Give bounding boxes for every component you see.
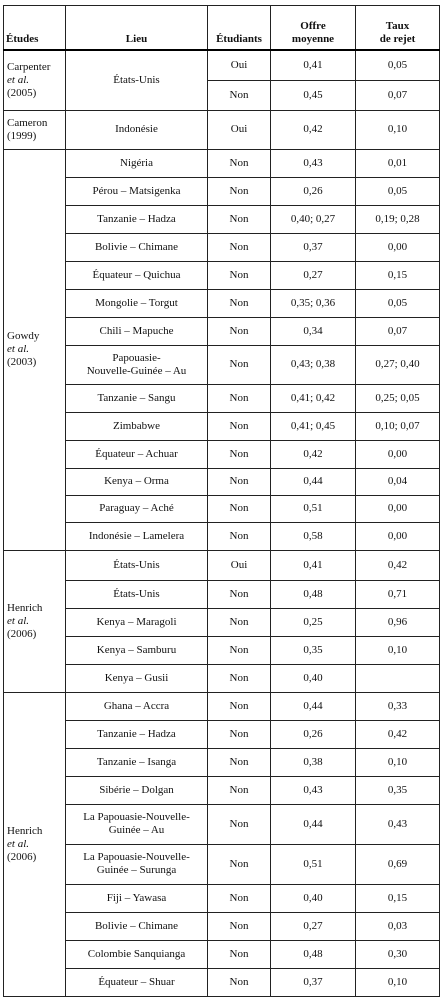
study-etal: et al. [7,614,29,627]
offre-cell: 0,41 [271,550,356,580]
study-author: Cameron [7,116,48,129]
offre-cell: 0,27 [271,261,356,289]
study-cell [4,50,66,110]
study-year: (2006) [7,850,37,863]
table-row [4,412,440,440]
lieu-cell: Paraguay – Aché [66,495,208,522]
study-year: (2006) [7,627,37,640]
etudiants-cell: Non [208,664,271,692]
study-etal: et al. [7,343,29,355]
taux-cell: 0,19; 0,28 [356,205,440,233]
offre-cell: 0,48 [271,940,356,968]
etudiants-cell: Non [208,440,271,468]
table-row [4,720,440,748]
lieu-cell: Kenya – Maragoli [66,608,208,636]
lieu-cell: Équateur – Achuar [66,440,208,468]
lieu-cell: États-Unis [66,50,208,110]
etudiants-cell: Non [208,720,271,748]
header-offre-line1: Offre [300,20,326,32]
etudiants-cell: Non [208,317,271,345]
taux-cell: 0,35 [356,776,440,804]
lieu-cell: Indonésie [66,110,208,149]
taux-cell: 0,15 [356,261,440,289]
taux-cell: 0,00 [356,233,440,261]
etudiants-cell: Non [208,580,271,608]
offre-cell: 0,44 [271,468,356,495]
offre-cell: 0,38 [271,748,356,776]
offre-cell: 0,41 [271,50,356,80]
etudiants-cell: Non [208,468,271,495]
table-row [4,804,440,844]
lieu-cell: Fiji – Yawasa [66,884,208,912]
offre-cell: 0,25 [271,608,356,636]
etudiants-cell: Non [208,748,271,776]
lieu-cell: États-Unis [66,580,208,608]
offre-cell: 0,51 [271,844,356,884]
taux-cell: 0,30 [356,940,440,968]
etudiants-cell: Non [208,205,271,233]
etudiants-cell: Oui [208,550,271,580]
taux-cell: 0,04 [356,468,440,495]
table-header [4,6,440,51]
taux-cell: 0,69 [356,844,440,884]
offre-cell: 0,26 [271,177,356,205]
offre-cell: 0,42 [271,110,356,149]
table-row [4,580,440,608]
table-row [4,884,440,912]
table-row [4,636,440,664]
offre-cell: 0,41; 0,45 [271,412,356,440]
header-offre-moyenne [271,6,356,51]
header-taux-line1: Taux [385,20,410,32]
offre-cell: 0,40; 0,27 [271,205,356,233]
etudiants-cell: Non [208,149,271,177]
header-etudiants: Étudiants [208,6,271,51]
ultimatum-game-results-table [3,5,440,997]
table-row [4,177,440,205]
taux-cell [356,664,440,692]
table-row [4,289,440,317]
etudiants-cell: Non [208,804,271,844]
lieu-cell: Nigéria [66,149,208,177]
table-row [4,692,440,720]
etudiants-cell: Non [208,522,271,550]
lieu-cell: Kenya – Samburu [66,636,208,664]
offre-cell: 0,40 [271,664,356,692]
lieu-cell: Chili – Mapuche [66,317,208,345]
study-author: Gowdy [7,330,40,342]
study-cell [4,550,66,692]
etudiants-cell: Non [208,495,271,522]
lieu-cell: Kenya – Gusii [66,664,208,692]
table-row [4,50,440,80]
taux-cell: 0,07 [356,80,440,110]
table-body [4,50,440,996]
table-row [4,261,440,289]
taux-cell: 0,01 [356,149,440,177]
study-author: Henrich [7,824,43,837]
offre-cell: 0,48 [271,580,356,608]
lieu-cell: États-Unis [66,550,208,580]
study-cell [4,692,66,996]
study-etal: et al. [7,837,29,850]
study-year: (2003) [7,356,37,368]
taux-cell: 0,00 [356,440,440,468]
lieu-cell: Bolivie – Chimane [66,233,208,261]
table-row [4,110,440,149]
offre-cell: 0,40 [271,884,356,912]
etudiants-cell: Non [208,940,271,968]
lieu-cell: Sibérie – Dolgan [66,776,208,804]
table-row [4,317,440,345]
table-row [4,608,440,636]
offre-cell: 0,44 [271,692,356,720]
etudiants-cell: Non [208,345,271,384]
offre-cell: 0,35 [271,636,356,664]
lieu-cell: Pérou – Matsigenka [66,177,208,205]
offre-cell: 0,43 [271,149,356,177]
lieu-cell: Papouasie- Nouvelle-Guinée – Au [66,345,208,384]
study-cell [4,149,66,550]
study-year: (1999) [7,129,37,142]
offre-cell: 0,35; 0,36 [271,289,356,317]
etudiants-cell: Oui [208,50,271,80]
table-row [4,440,440,468]
offre-cell: 0,42 [271,440,356,468]
taux-cell: 0,10 [356,748,440,776]
taux-cell: 0,25; 0,05 [356,384,440,412]
lieu-cell: Tanzanie – Hadza [66,720,208,748]
etudiants-cell: Non [208,177,271,205]
taux-cell: 0,10 [356,110,440,149]
lieu-cell: Colombie Sanquianga [66,940,208,968]
taux-cell: 0,05 [356,289,440,317]
header-row [4,6,440,51]
etudiants-cell: Non [208,968,271,996]
table-row [4,940,440,968]
lieu-cell: Mongolie – Torgut [66,289,208,317]
table-row [4,912,440,940]
etudiants-cell: Oui [208,110,271,149]
lieu-cell: Kenya – Orma [66,468,208,495]
offre-cell: 0,41; 0,42 [271,384,356,412]
table-row [4,550,440,580]
taux-cell: 0,10 [356,968,440,996]
header-etudes: Études [4,6,66,51]
etudiants-cell: Non [208,844,271,884]
lieu-cell: Bolivie – Chimane [66,912,208,940]
study-cell [4,110,66,149]
lieu-cell: Zimbabwe [66,412,208,440]
table-row [4,748,440,776]
lieu-cell: Équateur – Quichua [66,261,208,289]
lieu-cell: La Papouasie-Nouvelle- Guinée – Au [66,804,208,844]
lieu-cell: Équateur – Shuar [66,968,208,996]
offre-cell: 0,34 [271,317,356,345]
etudiants-cell: Non [208,261,271,289]
study-etal: et al. [7,73,29,86]
taux-cell: 0,03 [356,912,440,940]
table-row [4,495,440,522]
etudiants-cell: Non [208,233,271,261]
taux-cell: 0,10; 0,07 [356,412,440,440]
taux-cell: 0,71 [356,580,440,608]
taux-cell: 0,05 [356,50,440,80]
taux-cell: 0,27; 0,40 [356,345,440,384]
header-taux-line2: de rejet [379,33,416,45]
lieu-cell: La Papouasie-Nouvelle- Guinée – Surunga [66,844,208,884]
etudiants-cell: Non [208,80,271,110]
offre-cell: 0,58 [271,522,356,550]
offre-cell: 0,44 [271,804,356,844]
lieu-cell: Indonésie – Lamelera [66,522,208,550]
taux-cell: 0,10 [356,636,440,664]
taux-cell: 0,15 [356,884,440,912]
header-offre-line2: moyenne [291,33,335,45]
offre-cell: 0,27 [271,912,356,940]
taux-cell: 0,07 [356,317,440,345]
table-row [4,233,440,261]
offre-cell: 0,51 [271,495,356,522]
table-row [4,844,440,884]
table-row [4,468,440,495]
study-author: Henrich [7,601,43,614]
etudiants-cell: Non [208,636,271,664]
header-lieu: Lieu [66,6,208,51]
etudiants-cell: Non [208,384,271,412]
header-taux-de-rejet [356,6,440,51]
table-row [4,664,440,692]
lieu-cell: Ghana – Accra [66,692,208,720]
offre-cell: 0,26 [271,720,356,748]
taux-cell: 0,42 [356,720,440,748]
study-year: (2005) [7,86,37,99]
lieu-cell: Tanzanie – Sangu [66,384,208,412]
table-row [4,384,440,412]
lieu-cell: Tanzanie – Hadza [66,205,208,233]
offre-cell: 0,37 [271,968,356,996]
etudiants-cell: Non [208,608,271,636]
offre-cell: 0,43 [271,776,356,804]
taux-cell: 0,96 [356,608,440,636]
lieu-cell: Tanzanie – Isanga [66,748,208,776]
taux-cell: 0,00 [356,522,440,550]
table-row [4,205,440,233]
etudiants-cell: Non [208,289,271,317]
offre-cell: 0,45 [271,80,356,110]
etudiants-cell: Non [208,776,271,804]
taux-cell: 0,33 [356,692,440,720]
etudiants-cell: Non [208,692,271,720]
table-row [4,149,440,177]
study-author: Carpenter [7,60,51,73]
etudiants-cell: Non [208,412,271,440]
taux-cell: 0,05 [356,177,440,205]
table-row [4,522,440,550]
etudiants-cell: Non [208,884,271,912]
etudiants-cell: Non [208,912,271,940]
table-row [4,345,440,384]
taux-cell: 0,43 [356,804,440,844]
offre-cell: 0,43; 0,38 [271,345,356,384]
taux-cell: 0,00 [356,495,440,522]
table-row [4,776,440,804]
offre-cell: 0,37 [271,233,356,261]
table-row [4,968,440,996]
taux-cell: 0,42 [356,550,440,580]
